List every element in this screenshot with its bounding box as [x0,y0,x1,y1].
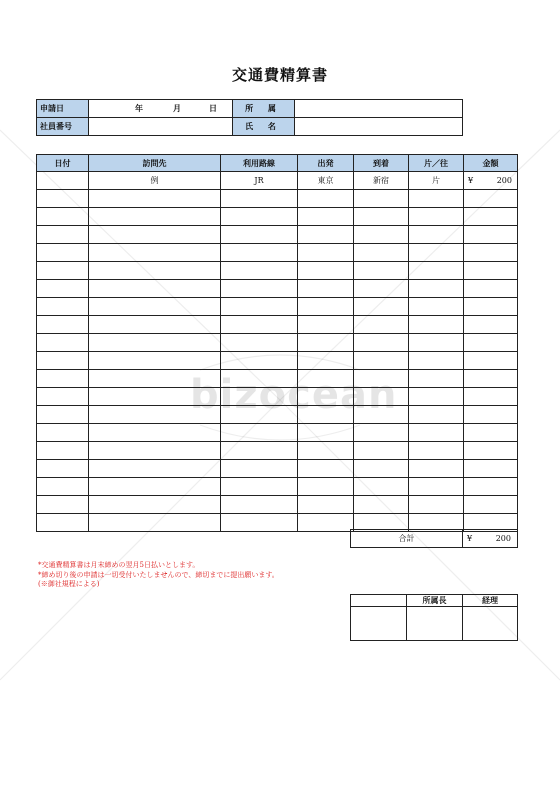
cell-amount[interactable] [464,424,518,442]
notes [38,561,398,590]
cell-date[interactable] [37,208,89,226]
cell-departure[interactable] [298,244,354,262]
cell-destination[interactable] [89,370,221,388]
cell-departure[interactable] [298,262,354,280]
total-table [350,529,518,548]
cell-trip-type[interactable] [409,406,464,424]
table-row [37,316,518,334]
cell-destination[interactable] [89,316,221,334]
applicant-info-table [36,99,463,136]
cell-amount[interactable] [464,496,518,514]
table-row [37,334,518,352]
column-header-destination: 訪問先 [89,155,221,172]
cell-date[interactable] [37,298,89,316]
table-row [37,244,518,262]
cell-amount[interactable] [464,298,518,316]
cell-arrival[interactable] [354,460,409,478]
approval-accounting-stamp-box[interactable] [463,607,518,641]
cell-trip-type[interactable] [409,442,464,460]
cell-trip-type[interactable] [409,460,464,478]
cell-destination[interactable] [89,460,221,478]
month-label: 月 [173,103,181,113]
cell-route[interactable] [221,352,298,370]
cell-arrival[interactable] [354,388,409,406]
total-currency: ¥ [467,534,473,543]
table-row [37,496,518,514]
cell-trip-type[interactable] [409,496,464,514]
cell-date[interactable] [37,424,89,442]
cell-amount[interactable] [464,478,518,496]
cell-amount[interactable] [464,244,518,262]
cell-departure[interactable] [298,406,354,424]
cell-trip-type[interactable] [409,244,464,262]
cell-amount[interactable] [464,370,518,388]
currency-symbol: ¥ [468,176,474,185]
cell-date[interactable] [37,244,89,262]
department-label: 所 属 [233,100,295,118]
table-row [37,298,518,316]
table-row [37,460,518,478]
cell-arrival[interactable] [354,226,409,244]
cell-departure[interactable] [298,496,354,514]
department-field[interactable] [295,100,463,118]
cell-departure[interactable] [298,442,354,460]
cell-trip-type[interactable] [409,226,464,244]
approval-accounting-header: 経理 [463,595,518,607]
cell-date[interactable] [37,334,89,352]
cell-trip-type[interactable]: 片 [409,172,464,190]
cell-departure[interactable] [298,370,354,388]
cell-route[interactable] [221,514,298,532]
cell-arrival[interactable] [354,190,409,208]
cell-trip-type[interactable] [409,262,464,280]
cell-amount[interactable] [464,334,518,352]
column-header-amount: 金額 [464,155,518,172]
cell-trip-type[interactable] [409,280,464,298]
cell-trip-type[interactable] [409,370,464,388]
cell-amount[interactable] [464,208,518,226]
cell-date[interactable] [37,388,89,406]
day-label: 日 [209,103,217,113]
cell-route[interactable] [221,316,298,334]
cell-destination[interactable] [89,406,221,424]
cell-route[interactable] [221,190,298,208]
approval-blank-header [351,595,407,607]
cell-departure[interactable] [298,208,354,226]
cell-arrival[interactable] [354,478,409,496]
approval-manager-stamp-box[interactable] [407,607,463,641]
cell-arrival[interactable] [354,262,409,280]
cell-arrival[interactable] [354,352,409,370]
cell-destination[interactable] [89,496,221,514]
cell-trip-type[interactable] [409,478,464,496]
cell-date[interactable] [37,460,89,478]
cell-route[interactable] [221,496,298,514]
total-amount [463,530,518,548]
cell-trip-type[interactable] [409,316,464,334]
cell-route[interactable] [221,424,298,442]
column-header-date: 日付 [37,155,89,172]
column-header-route: 利用路線 [221,155,298,172]
cell-route[interactable] [221,406,298,424]
approval-manager-header: 所属長 [407,595,463,607]
column-header-departure: 出発 [298,155,354,172]
cell-route[interactable] [221,370,298,388]
cell-departure[interactable] [298,280,354,298]
cell-destination[interactable] [89,442,221,460]
cell-arrival[interactable] [354,298,409,316]
cell-trip-type[interactable] [409,208,464,226]
cell-date[interactable] [37,352,89,370]
cell-arrival[interactable] [354,244,409,262]
name-field[interactable] [295,118,463,136]
note-company-rule: (※御社規程による) [38,580,100,588]
cell-amount[interactable] [464,280,518,298]
cell-destination[interactable] [89,478,221,496]
cell-departure[interactable] [298,298,354,316]
cell-departure[interactable] [298,478,354,496]
cell-amount[interactable] [464,406,518,424]
table-row [37,370,518,388]
application-date-field[interactable] [89,100,233,118]
cell-destination[interactable] [89,514,221,532]
cell-departure[interactable] [298,334,354,352]
cell-trip-type[interactable] [409,298,464,316]
cell-departure[interactable] [298,514,354,532]
cell-arrival[interactable] [354,208,409,226]
cell-trip-type[interactable] [409,334,464,352]
table-row [37,442,518,460]
employee-number-field[interactable] [89,118,233,136]
cell-amount[interactable] [464,172,518,190]
application-date-label: 申請日 [37,100,89,118]
cell-destination[interactable] [89,424,221,442]
cell-date[interactable] [37,280,89,298]
cell-route[interactable] [221,442,298,460]
table-row [37,280,518,298]
table-row [37,406,518,424]
column-header-trip-type: 片／往 [409,155,464,172]
cell-destination[interactable] [89,334,221,352]
table-row [37,262,518,280]
cell-amount[interactable] [464,352,518,370]
table-row [37,208,518,226]
table-row [37,352,518,370]
table-row [37,226,518,244]
cell-amount[interactable] [464,388,518,406]
cell-departure[interactable] [298,352,354,370]
cell-trip-type[interactable] [409,352,464,370]
table-row [37,190,518,208]
table-row [37,478,518,496]
cell-arrival[interactable] [354,280,409,298]
note-payment: *交通費精算書は月末締めの翌月5日払いとします。 [38,561,200,569]
cell-amount[interactable] [464,226,518,244]
cell-arrival[interactable] [354,406,409,424]
cell-route[interactable] [221,298,298,316]
cell-departure[interactable]: 東京 [298,172,354,190]
cell-trip-type[interactable] [409,190,464,208]
expense-table [36,154,518,532]
column-header-arrival: 到着 [354,155,409,172]
amount-value: 200 [496,176,512,185]
cell-trip-type[interactable] [409,424,464,442]
cell-date[interactable] [37,316,89,334]
cell-destination[interactable] [89,352,221,370]
table-row-example [37,172,518,190]
cell-date[interactable] [37,514,89,532]
cell-destination[interactable] [89,190,221,208]
cell-departure[interactable] [298,226,354,244]
cell-date[interactable] [37,406,89,424]
watermark-text: bizocean [190,372,398,418]
cell-destination[interactable] [89,226,221,244]
cell-departure[interactable] [298,316,354,334]
cell-departure[interactable] [298,190,354,208]
cell-arrival[interactable] [354,316,409,334]
cell-date[interactable] [37,226,89,244]
cell-route[interactable] [221,460,298,478]
cell-route[interactable] [221,388,298,406]
total-label: 合計 [351,530,463,548]
cell-route[interactable] [221,334,298,352]
cell-amount[interactable] [464,190,518,208]
table-row [37,388,518,406]
cell-route[interactable] [221,244,298,262]
cell-destination[interactable] [89,280,221,298]
cell-destination[interactable]: 例 [89,172,221,190]
cell-amount[interactable] [464,442,518,460]
cell-route[interactable]: JR [221,172,298,190]
cell-arrival[interactable] [354,424,409,442]
cell-arrival[interactable] [354,370,409,388]
name-label: 氏 名 [233,118,295,136]
cell-amount[interactable] [464,316,518,334]
cell-route[interactable] [221,208,298,226]
cell-destination[interactable] [89,298,221,316]
cell-destination[interactable] [89,388,221,406]
page-title: 交通費精算書 [231,66,328,84]
cell-amount[interactable] [464,262,518,280]
cell-date[interactable] [37,370,89,388]
cell-departure[interactable] [298,460,354,478]
cell-destination[interactable] [89,208,221,226]
cell-date[interactable] [37,190,89,208]
employee-number-label: 社員番号 [37,118,89,136]
table-row [37,424,518,442]
cell-arrival[interactable] [354,442,409,460]
cell-route[interactable] [221,478,298,496]
cell-route[interactable] [221,262,298,280]
approval-blank-box[interactable] [351,607,407,641]
cell-route[interactable] [221,226,298,244]
cell-destination[interactable] [89,244,221,262]
cell-date[interactable] [37,496,89,514]
cell-route[interactable] [221,280,298,298]
note-deadline: *締め切り後の申請は一切受付いたしませんので、締切までに提出願います。 [38,570,279,579]
year-label: 年 [135,103,143,113]
cell-destination[interactable] [89,262,221,280]
cell-date[interactable] [37,442,89,460]
total-value: 200 [495,534,511,543]
cell-amount[interactable] [464,460,518,478]
cell-departure[interactable] [298,388,354,406]
cell-arrival[interactable]: 新宿 [354,172,409,190]
cell-date[interactable] [37,172,89,190]
approval-table [350,594,518,641]
cell-trip-type[interactable] [409,388,464,406]
cell-departure[interactable] [298,424,354,442]
cell-date[interactable] [37,478,89,496]
cell-arrival[interactable] [354,496,409,514]
cell-date[interactable] [37,262,89,280]
cell-arrival[interactable] [354,334,409,352]
